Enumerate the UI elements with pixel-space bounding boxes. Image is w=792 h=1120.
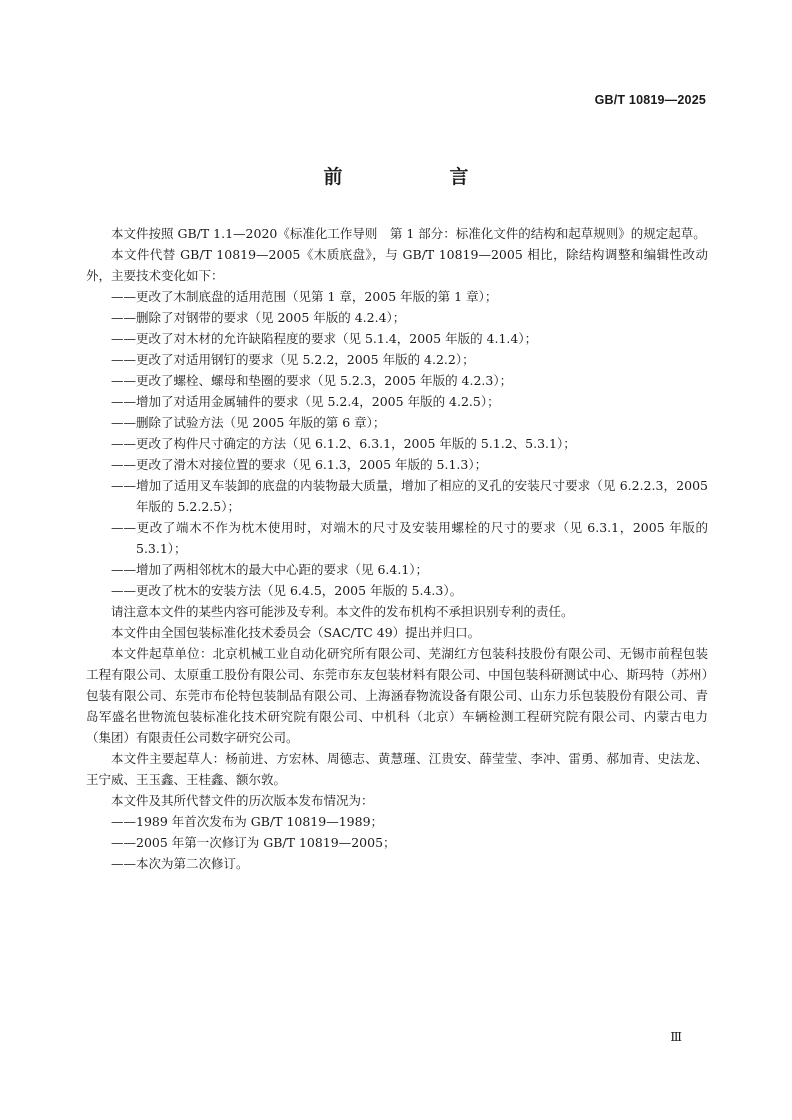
change-item: ——更改了枕木的安装方法（见 6.4.5，2005 年版的 5.4.3）。 (111, 583, 463, 598)
history-item: ——本次为第二次修订。 (111, 856, 249, 871)
drafting-units: 本文件起草单位：北京机械工业自动化研究所有限公司、芜湖红方包装科技股份有限公司、无锡市前程包装工程有限公司、太原重工股份有限公司、东莞市东友包装材料有限公司、中国包装科研测试中心、斯玛特（苏州）包装有限公司、东莞市布伦特包装制品有限公司、上海涵春物流设备有限公司、山东力乐包装股份有限公司、青岛军盛名世物流包装标准化技术研究院有限公司、中机科（北京）车辆检测工程研究院有限公司、内蒙古电力（集团）有限责任公司数字研究公司。 (86, 646, 708, 745)
change-item: ——增加了对适用金属辅件的要求（见 5.2.4，2005 年版的 4.2.5）； (111, 394, 500, 409)
patent-note: 请注意本文件的某些内容可能涉及专利。本文件的发布机构不承担识别专利的责任。 (111, 604, 574, 619)
foreword-body (86, 223, 708, 874)
intro-paragraph: 本文件代替 GB/T 10819—2005《木质底盘》，与 GB/T 10819—2005 相比，除结构调整和编辑性改动外，主要技术变化如下： (86, 247, 708, 283)
change-item: ——删除了试验方法（见 2005 年版的第 6 章）； (111, 415, 386, 430)
page-number: Ⅲ (670, 1030, 682, 1044)
change-item: ——更改了对木材的允许缺陷程度的要求（见 5.1.4，2005 年版的 4.1.4）； (111, 331, 538, 346)
history-item: ——2005 年第一次修订为 GB/T 10819—2005； (111, 835, 396, 850)
change-item: ——更改了螺栓、螺母和垫圈的要求（见 5.2.3，2005 年版的 4.2.3）； (111, 373, 513, 388)
change-item: ——删除了对钢带的要求（见 2005 年版的 4.2.4）； (111, 310, 406, 325)
change-item: ——增加了两相邻枕木的最大中心距的要求（见 6.4.1）； (111, 562, 429, 577)
drafters: 本文件主要起草人：杨前进、方宏林、周德志、黄慧瑾、江贵安、薛莹莹、李冲、雷勇、郝加青、史法龙、王宁威、王玉鑫、王桂鑫、额尔敦。 (86, 751, 708, 787)
committee-note: 本文件由全国包装标准化技术委员会（SAC/TC 49）提出并归口。 (111, 625, 481, 640)
history-intro: 本文件及其所代替文件的历次版本发布情况为： (111, 793, 374, 808)
standard-number: GB/T 10819—2025 (594, 93, 706, 107)
intro-paragraph: 本文件按照 GB/T 1.1—2020《标准化工作导则 第 1 部分：标准化文件的结构和起草规则》的规定起草。 (111, 226, 706, 241)
change-item: ——更改了构件尺寸确定的方法（见 6.1.2、6.3.1，2005 年版的 5.1.2、5.3.1）； (111, 436, 576, 451)
change-item: ——增加了适用叉车装卸的底盘的内装物最大质量，增加了相应的叉孔的安装尺寸要求（见 6.2.2.3，2005 年版的 5.2.2.5）； (111, 478, 708, 514)
history-item: ——1989 年首次发布为 GB/T 10819—1989； (111, 814, 384, 829)
change-item: ——更改了木制底盘的适用范围（见第 1 章，2005 年版的第 1 章）； (111, 289, 498, 304)
change-item: ——更改了端木不作为枕木使用时，对端木的尺寸及安装用螺栓的尺寸的要求（见 6.3.1，2005 年版的 5.3.1）； (111, 520, 708, 556)
change-item: ——更改了对适用钢钉的要求（见 5.2.2，2005 年版的 4.2.2）； (111, 352, 475, 367)
page-title: 前 言 (323, 166, 513, 188)
change-item: ——更改了滑木对接位置的要求（见 6.1.3，2005 年版的 5.1.3）； (111, 457, 488, 472)
